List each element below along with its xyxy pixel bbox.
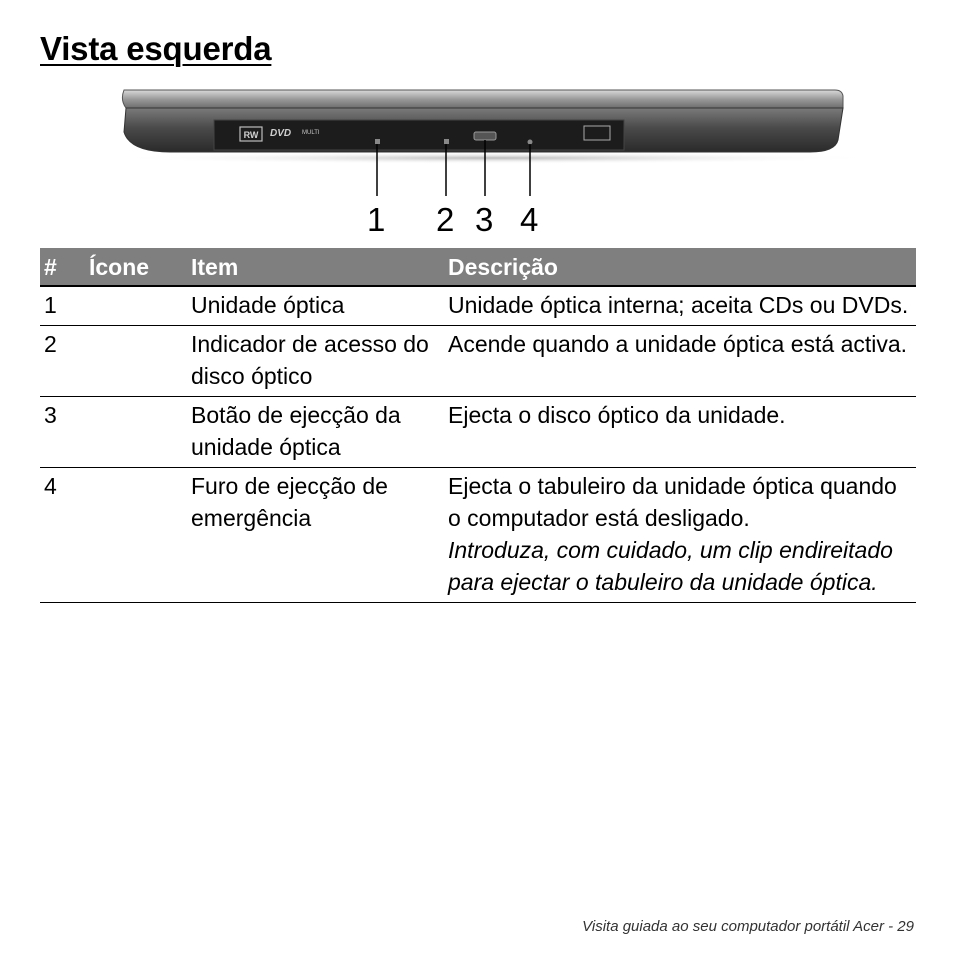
row-description-text: Ejecta o disco óptico da unidade. bbox=[448, 402, 786, 428]
row-icon bbox=[85, 286, 187, 326]
page-footer: Visita guiada ao seu computador portátil Acer - 29 bbox=[582, 918, 914, 935]
emergency-eject-hole bbox=[528, 140, 533, 145]
access-indicator-light bbox=[444, 139, 449, 144]
header-icon: Ícone bbox=[85, 248, 187, 286]
row-item: Unidade óptica bbox=[187, 286, 444, 326]
multi-logo-text: MULTI bbox=[302, 130, 320, 136]
row-number: 2 bbox=[40, 326, 85, 397]
table-row bbox=[40, 286, 916, 326]
row-icon bbox=[85, 468, 187, 603]
row-number: 1 bbox=[40, 286, 85, 326]
row-number: 3 bbox=[40, 397, 85, 468]
row-description-note: Introduza, com cuidado, um clip endireitado para ejectar o tabuleiro da unidade óptica. bbox=[448, 537, 893, 595]
row-item: Furo de ejecção de emergência bbox=[187, 468, 444, 603]
rw-logo-text: RW bbox=[243, 130, 259, 140]
dvd-logo-text: DVD bbox=[270, 128, 292, 139]
laptop-left-side-image bbox=[110, 86, 880, 201]
page-title: Vista esquerda bbox=[40, 30, 272, 67]
drive-status-led bbox=[375, 139, 380, 144]
table-header-row bbox=[40, 248, 916, 286]
laptop-shadow bbox=[110, 152, 880, 164]
row-number: 4 bbox=[40, 468, 85, 603]
row-description bbox=[444, 286, 916, 326]
callout-3: 3 bbox=[475, 201, 494, 238]
row-description bbox=[444, 397, 916, 468]
row-description-text: Ejecta o tabuleiro da unidade óptica quando o computador está desligado. bbox=[448, 473, 897, 531]
row-description bbox=[444, 468, 916, 603]
header-description: Descrição bbox=[444, 248, 916, 286]
row-item: Indicador de acesso do disco óptico bbox=[187, 326, 444, 397]
row-description bbox=[444, 326, 916, 397]
table-row bbox=[40, 397, 916, 468]
row-item: Botão de ejecção da unidade óptica bbox=[187, 397, 444, 468]
table-row bbox=[40, 468, 916, 603]
table-row bbox=[40, 326, 916, 397]
header-item: Item bbox=[187, 248, 444, 286]
row-icon bbox=[85, 397, 187, 468]
row-icon bbox=[85, 326, 187, 397]
laptop-lid bbox=[122, 90, 843, 108]
row-description-text: Unidade óptica interna; aceita CDs ou DVDs. bbox=[448, 292, 909, 318]
callout-2: 2 bbox=[436, 201, 455, 238]
row-description-text: Acende quando a unidade óptica está activa. bbox=[448, 331, 908, 357]
components-table bbox=[40, 248, 916, 603]
callout-4: 4 bbox=[520, 201, 539, 238]
eject-button bbox=[474, 132, 496, 140]
header-number: # bbox=[40, 248, 85, 286]
callout-1: 1 bbox=[367, 201, 386, 238]
